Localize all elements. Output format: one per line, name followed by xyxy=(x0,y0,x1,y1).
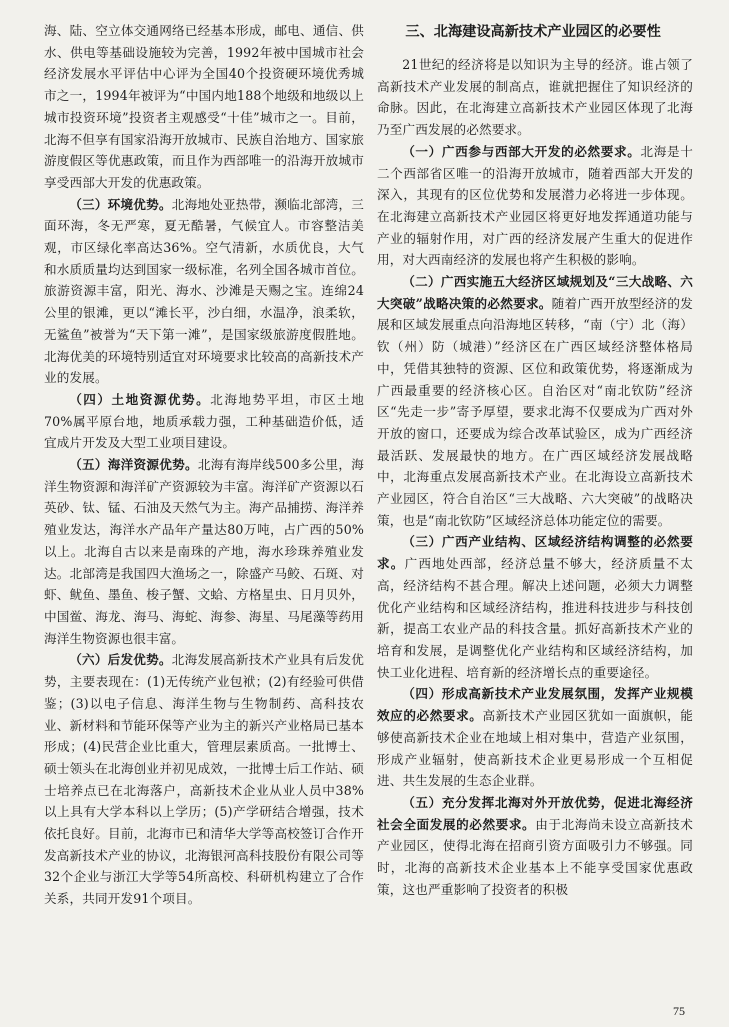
paragraph: （五）充分发挥北海对外开放优势，促进北海经济社会全面发展的必然要求。由于北海尚未设立高新技术产业园区，使得北海在招商引资方面吸引力不够强。同时，北海的高新技术企业基本上不能享受国家优惠政策，这也严重影响了投资者的积极 xyxy=(377,794,693,897)
paragraph: （三）环境优势。北海地处亚热带，濒临北部湾，三面环海，冬无严寒，夏无酷暑，气候宜人。市容整洁美观，市区绿化率高达36%。空气清新，水质优良，大气和水质质量均达到国家一级标准，名列全国各城市首位。旅游资源丰富，阳光、海水、沙滩是天赐之宝。连绵24公里的银滩，更以“滩长平，沙白细，水温净，浪柔软，无鲨鱼”被誉为“天下第一滩”，是国家级旅游度假胜地。北海优美的环境特别适宜对环境要求比较高的高新技术产业的发展。 xyxy=(44,196,365,386)
paragraph: 海、陆、空立体交通网络已经基本形成，邮电、通信、供水、供电等基础设施较为完善，1992年被中国城市社会经济发展水平评估中心评为全国40个投资硬环境优秀城市之一，1994年被评为“中国内地188个地级和地级以上城市投资环境”投资者主观感受“十佳”城市之一。目前，北海不但享有国家沿海开放城市、民族自治地方、国家旅游度假区等优惠政策，而且作为西部唯一的沿海开放城市享受西部大开发的优惠政策。 xyxy=(44,23,364,190)
left-column xyxy=(44,20,364,910)
page-number: 75 xyxy=(673,1004,685,1018)
paragraph: （三）广西产业结构、区域经济结构调整的必然要求。广西地处西部，经济总量不够大，经济质量不太高，经济结构不甚合理。解决上述问题，必须大力调整优化产业结构和区域经济结构，推进科技进步与科技创新，提高工农业产品的科技含量。抓好高新技术产业的培育和发展，是调整优化产业结构和区域经济结构，加快工业化进程、培育新的经济增长点的重要途径。 xyxy=(377,534,693,680)
section-heading: 三、北海建设高新技术产业园区的必要性 xyxy=(405,24,661,40)
paragraph: （二）广西实施五大经济区域规划及“三大战略、六大突破”战略决策的必然要求。随着广西开放型经济的发展和区域发展重点向沿海地区转移，“南（宁）北（海）钦（州）防（城港）”经济区在广西区域经济整体格局中，凭借其独特的资源、区位和政策优势，将逐渐成为广西最重要的经济核心区。自治区对“南北钦防”经济区“先走一步”寄予厚望，要求北海不仅要成为广西对外开放的窗口，还要成为综合改革试验区，成为广西经济最活跃、发展最快的地方。在广西区域经济发展战略中，北海重点发展高新技术产业。在北海设立高新技术产业园区，符合自治区“三大战略、六大突破”的战略决策，也是“南北钦防”区域经济总体功能定位的需要。 xyxy=(377,274,693,528)
right-column xyxy=(377,20,693,900)
paragraph: （六）后发优势。北海发展高新技术产业具有后发优势，主要表现在：(1)无传统产业包袱；(2)有经验可供借鉴；(3)以电子信息、海洋生物与生物制药、高科技农业、新材料和节能环保等产业为主的新兴产业格局已基本形成；(4)民营企业比重大，管理层素质高。一批博士、硕士领头在北海创业并初见成效，一批博士后工作站、硕士培养点已在北海落户，高新技术企业从业人员中38%以上具有大学本科以上学历；(5)产学研结合增强，技术依托良好。目前，北海市已和清华大学等高校签订合作开发高新技术产业的协议，北海银河高科技股份有限公司等32个企业与浙江大学等54所高校、科研机构建立了合作关系，共同开发91个项目。 xyxy=(44,652,365,907)
paragraph: 21世纪的经济将是以知识为主导的经济。谁占领了高新技术产业发展的制高点，谁就把握住了知识经济的命脉。因此，在北海建立高新技术产业园区体现了北海乃至广西发展的必然要求。 xyxy=(377,57,693,138)
paragraph: （一）广西参与西部大开发的必然要求。北海是十二个西部省区唯一的沿海开放城市，随着西部大开发的深入，其现有的区位优势和发展潜力必将进一步体现。在北海建立高新技术产业园区将更好地发挥通道功能与产业的辐射作用，对广西的经济发展产生重大的促进作用，对大西南经济的发展也将产生积极的影响。 xyxy=(377,143,693,268)
paragraph: （四）土地资源优势。北海地势平坦，市区土地70%属平原台地，地质承载力强，工种基础造价低，适宜成片开发及大型工业项目建设。 xyxy=(44,391,364,451)
paragraph: （四）形成高新技术产业发展氛围，发挥产业规模效应的必然要求。高新技术产业园区犹如一面旗帜，能够使高新技术企业在地域上相对集中，营造产业氛围，形成产业辐射，使高新技术企业更易形成一个互相促进、共生发展的生态企业群。 xyxy=(377,686,693,789)
paragraph: （五）海洋资源优势。北海有海岸线500多公里，海洋生物资源和海洋矿产资源较为丰富。海洋矿产资源以石英砂、钛、锰、石油及天然气为主。海产品捕捞、海洋养殖业发达，海洋水产品年产量达80万吨，占广西的50%以上。北海自古以来是南珠的产地，海水珍珠养殖业发达。北部湾是我国四大渔场之一，除盛产马鲛、石斑、对虾、鱿鱼、墨鱼、梭子蟹、文蛤、方格星虫、日月贝外，中国鲎、海龙、海马、海蛇、海参、海星、马尾藻等药用海洋生物资源也很丰富。 xyxy=(44,457,365,646)
